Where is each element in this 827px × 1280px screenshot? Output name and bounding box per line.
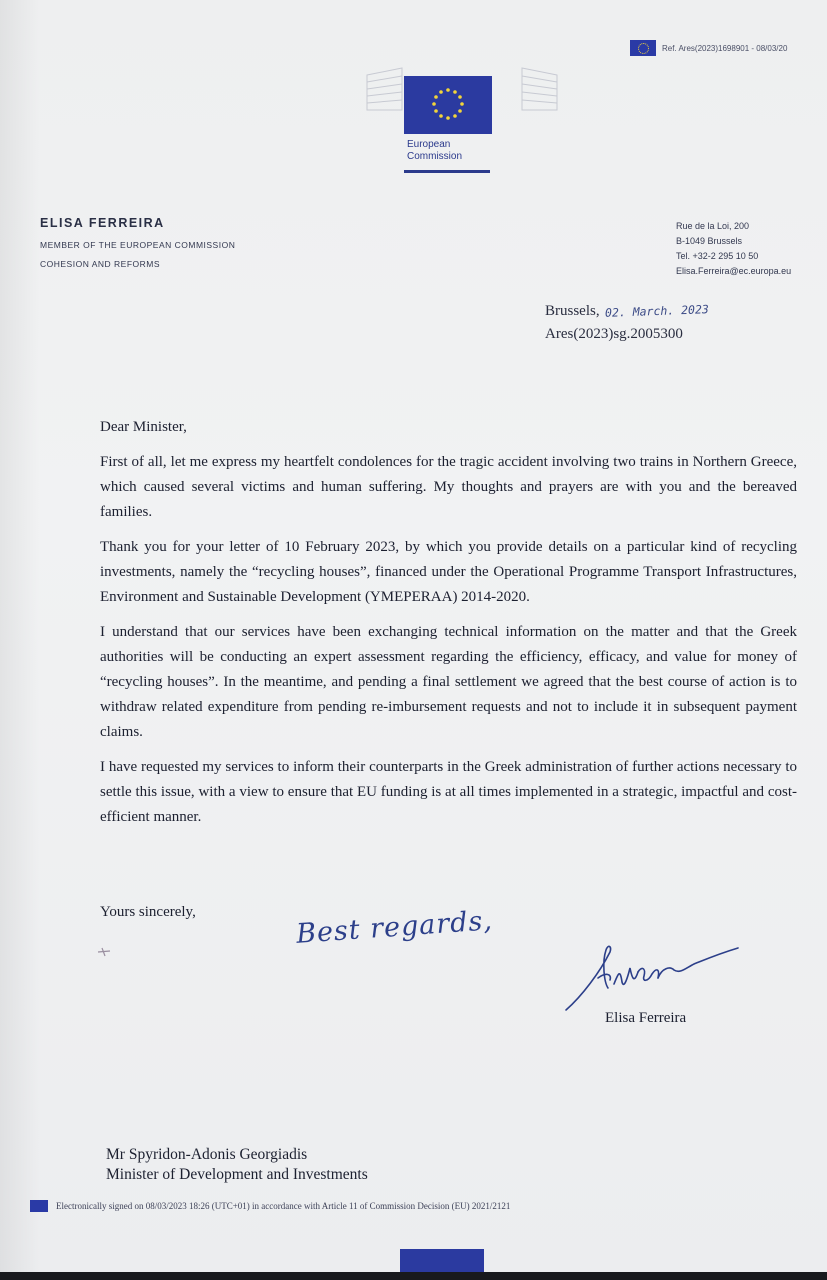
place-date-block [545,300,709,346]
european-commission-logo [362,40,562,180]
place-city: Brussels, [545,303,600,319]
ares-reference: Ares(2023)sg.2005300 [545,326,683,342]
addressee-block [106,1145,368,1185]
handwritten-date: 02. March. 2023 [605,302,710,320]
paragraph-3: I understand that our services have been exchanging technical information on the matter and that the Greek authorities will be conducting an expert assessment regarding the efficiency, efficacy, and value for money of “recycling houses”. In the meantime, and pending a final settlement we agreed that the best course of action is to withdraw related expenditure from pending re-imbursement requests and not to include it in subsequent payment claims. [100,624,797,740]
logo-underline [404,170,490,173]
signer-name: Elisa Ferreira [605,1010,687,1026]
letter-body [100,415,797,840]
logo-line-european: European [407,139,451,150]
bottom-eu-bar [400,1249,484,1273]
address-street: Rue de la Loi, 200 [676,221,750,231]
ink-mark-icon [96,946,112,958]
paragraph-2: Thank you for your letter of 10 February 2023, by which you provide details on a particular kind of recycling investments, namely the “recycling houses”, financed under the Operational Programme Transport Infrastructures, Environment and Sustainable Development (YMEPERAA) 2014-2020. [100,539,797,605]
sender-block [40,216,235,274]
page-shadow [0,0,40,1280]
eu-flag-icon [630,40,656,56]
sender-role: MEMBER OF THE EUROPEAN COMMISSION [40,240,236,250]
reference-header [630,40,787,56]
salutation: Dear Minister, [100,419,187,435]
logo-line-commission: Commission [407,151,463,162]
electronic-signature-footer [30,1200,510,1212]
address-email: Elisa.Ferreira@ec.europa.eu [676,266,792,276]
commission-building-icon [362,40,562,140]
address-tel: Tel. +32-2 295 10 50 [676,251,759,261]
closing: Yours sincerely, [100,904,196,920]
sender-name: ELISA FERREIRA [40,216,165,230]
handwritten-closing: Best regards, [295,905,494,950]
paragraph-4: I have requested my services to inform their counterparts in the Greek administration of further actions necessary to settle this issue, with a view to ensure that EU funding is at all times implemented in a strategic, impactful and cost-efficient manner. [100,759,797,825]
eu-flag-icon [30,1200,48,1212]
footer-text: Electronically signed on 08/03/2023 18:26 (UTC+01) in accordance with Article 11 of Commission Decision (EU) 2021/2121 [56,1201,511,1211]
sender-portfolio: COHESION AND REFORMS [40,259,161,269]
address-city: B-1049 Brussels [676,236,743,246]
eu-flag-icon [404,76,492,134]
paragraph-1: First of all, let me express my heartfelt condolences for the tragic accident involving two trains in Northern Greece, which caused several victims and human suffering. My thoughts and prayers are with you and the bereaved families. [100,454,797,520]
handwritten-signature [562,938,742,1018]
address-block [676,219,791,279]
reference-number: Ref. Ares(2023)1698901 - 08/03/20 [662,43,788,53]
addressee-name: Mr Spyridon-Adonis Georgiadis [106,1146,308,1163]
addressee-title: Minister of Development and Investments [106,1166,368,1183]
photo-bottom-edge [0,1272,827,1280]
